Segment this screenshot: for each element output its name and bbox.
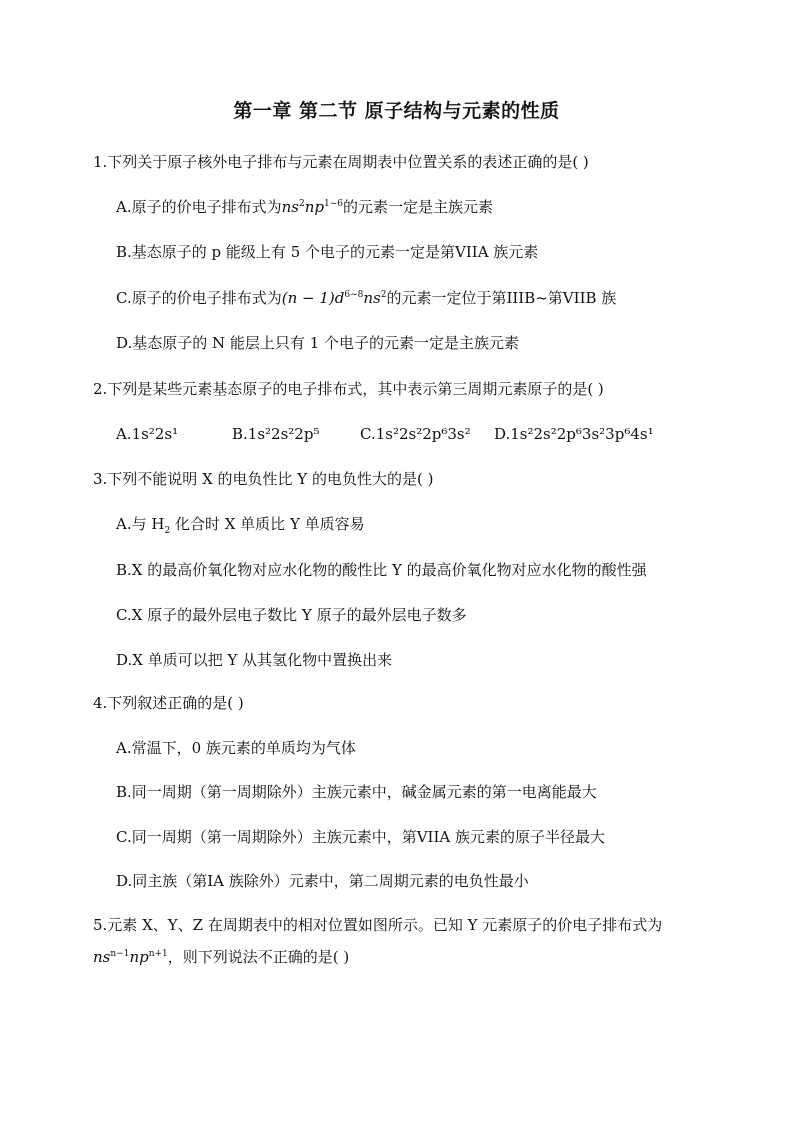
question-5-stem: 5.元素 X、Y、Z 在周期表中的相对位置如图所示。已知 Y 元素原子的价电子排布式为 [93,916,663,934]
option-text: 化合时 X 单质比 Y 单质容易 [170,515,365,533]
question-4-option-d: D.同主族（第IA 族除外）元素中，第二周期元素的电负性最小 [116,872,529,890]
question-1-stem: 1.下列关于原子核外电子排布与元素在周期表中位置关系的表述正确的是( ) [93,153,589,171]
formula-part: (n − 1)d [281,289,345,307]
formula-part: np [304,198,324,216]
subscript: 2 [164,526,171,536]
formula-part: ns [363,289,381,307]
option-text: 的元素一定位于第IIIB~第VIIB 族 [386,289,617,307]
question-4-option-a: A.常温下，0 族元素的单质均为气体 [116,739,356,757]
option-text: ，则下列说法不正确的是( ) [167,948,350,966]
superscript: 2 [380,290,387,300]
question-2-option-d: D.1s²2s²2p⁶3s²3p⁶4s¹ [494,425,654,443]
option-text: A.与 H [116,515,165,533]
superscript: n+1 [148,949,168,959]
option-text: 的元素一定是主族元素 [342,198,493,216]
question-3-stem: 3.下列不能说明 X 的电负性比 Y 的电负性大的是( ) [93,470,434,488]
superscript: 2 [298,199,305,209]
question-2-options [116,423,654,445]
question-1-option-b: B.基态原子的 p 能级上有 5 个电子的元素一定是第VIIA 族元素 [116,243,539,261]
question-2-option-c: C.1s²2s²2p⁶3s² [360,425,471,443]
formula-part: np [129,948,149,966]
question-1-option-d: D.基态原子的 N 能层上只有 1 个电子的元素一定是主族元素 [116,334,520,352]
question-3-option-a [116,513,365,535]
question-3-option-c: C.X 原子的最外层电子数比 Y 原子的最外层电子数多 [116,606,467,624]
question-4-option-c: C.同一周期（第一周期除外）主族元素中，第VIIA 族元素的原子半径最大 [116,828,605,846]
question-2-option-a: A.1s²2s¹ [116,425,179,443]
question-4-option-b: B.同一周期（第一周期除外）主族元素中，碱金属元素的第一电离能最大 [116,783,597,801]
question-3-option-d: D.X 单质可以把 Y 从其氢化物中置换出来 [116,651,393,669]
formula-part: ns [93,948,111,966]
option-text: A.原子的价电子排布式为 [116,198,282,216]
question-3-option-b: B.X 的最高价氧化物对应水化物的酸性比 Y 的最高价氧化物对应水化物的酸性强 [116,561,647,579]
question-1-option-c [116,287,616,309]
question-2-stem: 2.下列是某些元素基态原子的电子排布式，其中表示第三周期元素原子的是( ) [93,380,604,398]
superscript: 6~8 [344,290,364,300]
question-1-option-a [116,196,493,218]
option-text: C.原子的价电子排布式为 [116,289,282,307]
question-5-stem-line-2 [93,946,349,968]
question-4-stem: 4.下列叙述正确的是( ) [93,694,244,712]
superscript: n−1 [110,949,130,959]
question-2-option-b: B.1s²2s²2p⁵ [232,425,320,443]
formula-part: ns [281,198,299,216]
page-title: 第一章 第二节 原子结构与元素的性质 [233,100,560,122]
superscript: 1~6 [323,199,343,209]
